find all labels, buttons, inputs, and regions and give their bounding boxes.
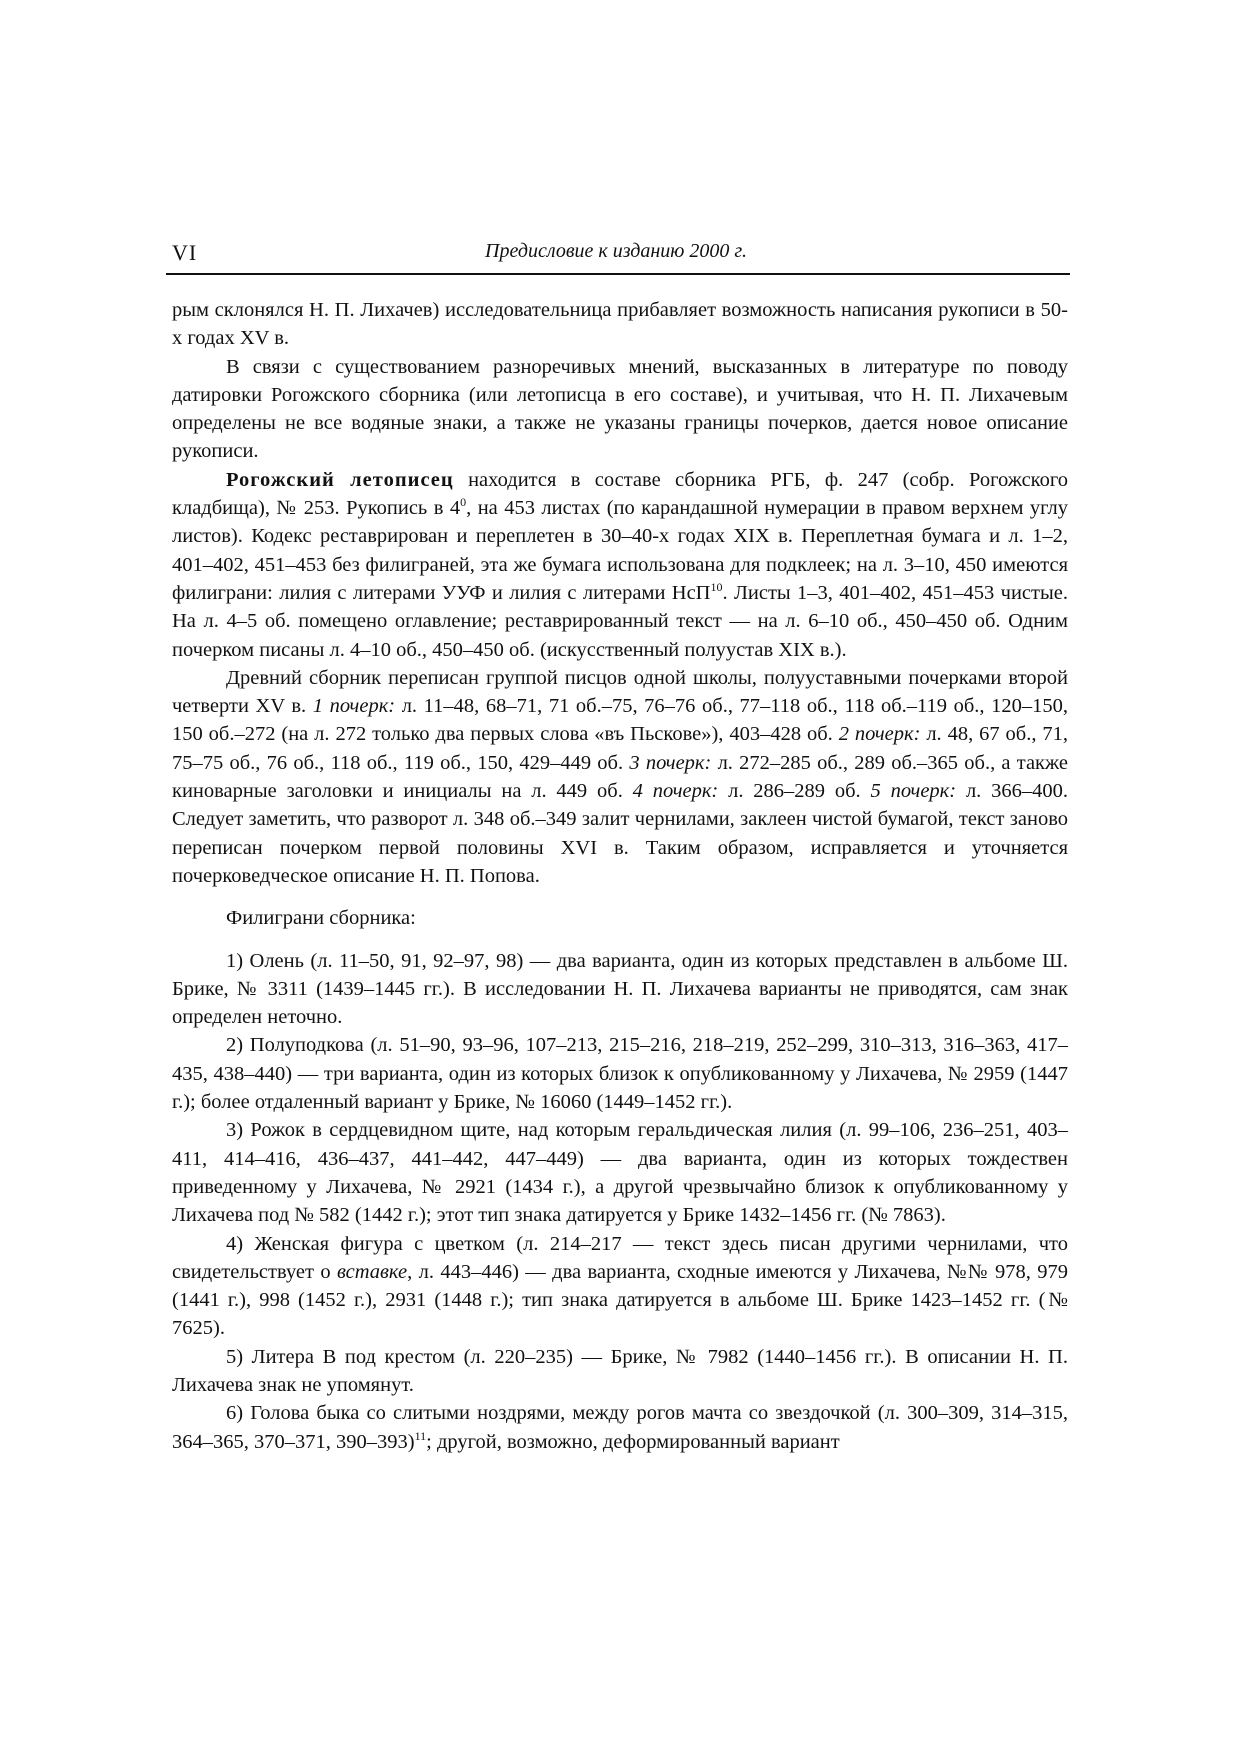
body-text bbox=[172, 296, 1068, 1456]
paragraph-manuscript-description bbox=[172, 466, 1068, 664]
hand-label: 4 почерк: bbox=[632, 780, 719, 803]
hand-label: 3 почерк: bbox=[629, 751, 712, 774]
page-number: VI bbox=[172, 240, 198, 265]
hand-label: 2 почерк: bbox=[838, 723, 921, 746]
list-item-watermark-1: 1) Олень (л. 11–50, 91, 92–97, 98) — два варианта, один из которых представлен в альбоме Ш. Брике, № 3311 (1439–1445 гг.). В исследовании Н. П. Лихачева варианты не приводятся, сам знак определен неточно. bbox=[172, 949, 1068, 1029]
list-item-watermark-3: 3) Рожок в сердцевидном щите, над которым геральдическая лилия (л. 99–106, 236–251, 403–411, 414–416, 436–437, 441–442, 447–449) — два варианта, один из которых тождествен приведенному у Лихачева, № 2921 (1434 г.), а другой чрезвычайно близок к опубликованному у Лихачева под № 582 (1442 г.); этот тип знака датируется у Брике 1432–1456 гг. (№ 7863). bbox=[172, 1119, 1068, 1227]
hand-label: 5 почерк: bbox=[870, 780, 957, 803]
list-item-watermark-2: 2) Полуподкова (л. 51–90, 93–96, 107–213, 215–216, 218–219, 252–299, 310–313, 316–363, 417–435, 438–440) — три варианта, один из которых близок к опубликованному у Лихачева, № 2959 (1447 г.); более отдаленный вариант у Брике, № 16060 (1449–1452 гг.). bbox=[172, 1034, 1068, 1114]
watermarks-heading: Филиграни сборника: bbox=[226, 907, 416, 930]
text-run: ; другой, возможно, деформированный вариант bbox=[426, 1430, 840, 1453]
text-run: л. 48, 67 об., 71, 75–75 об., 76 об., 118 об., 119 об., 150, 429–449 об. bbox=[172, 723, 1068, 774]
text-run: 4) Женская фигура с цветком (л. 214–217 — текст здесь писан другими чернилами, что свидетельствует о bbox=[172, 1232, 1068, 1283]
footnote-ref: 10 bbox=[710, 580, 723, 595]
text-run: л. 366–400. Следует заметить, что разворот л. 348 об.–349 залит чернилами, заклеен чистой бумагой, текст заново переписан почерком первой половины XVI в. Таким образом, исправляется и уточняется почерковедческое описание Н. П. Попова. bbox=[172, 780, 1069, 887]
text-run: л. 286–289 об. bbox=[718, 780, 871, 803]
text-run: Древний сборник переписан группой писцов одной школы, полууставными почерками второй четверти XV в. bbox=[172, 666, 1068, 718]
header-rule bbox=[166, 273, 1070, 275]
running-title: Предисловие к изданию 2000 г. bbox=[485, 240, 747, 262]
bold-lead-term: Рогожский летописец bbox=[226, 468, 454, 491]
text-run: , на 453 листах (по карандашной нумерации в правом верхнем углу листов). Кодекс реставрирован и переплетен в 30–40-х годах XIX в. Переплетная бумага и л. 1–2, 401–402, 451–453 без филиграней, эта же бумага использована для подклеек; на л. 3–10, 450 имеются филиграни: лилия с литерами УУФ и лилия с литерами НсП bbox=[172, 497, 1069, 604]
text-run: находится в составе сборника РГБ, ф. 247 (собр. Рогожского кладбища), № 253. Рукопись в 4 bbox=[172, 468, 1068, 520]
text-run: 6) Голова быка со слитыми ноздрями, между рогов мачта со звездочкой (л. 300–309, 314–315, 364–365, 370–371, 390–393) bbox=[172, 1402, 1068, 1453]
page-header bbox=[166, 236, 1066, 272]
list-item-watermark-4 bbox=[172, 1230, 1068, 1343]
superscript: 0 bbox=[460, 495, 467, 510]
italic-term: вставке bbox=[336, 1260, 408, 1283]
paragraph-handwriting bbox=[172, 664, 1068, 890]
text-run: л. 11–48, 68–71, 71 об.–75, 76–76 об., 77–118 об., 118 об.–119 об., 120–150, 150 об.–272 (на л. 272 только два первых слова «въ Пьскове»), 403–428 об. bbox=[172, 695, 1068, 746]
hand-label: 1 почерк: bbox=[312, 695, 396, 718]
text-run: . Листы 1–3, 401–402, 451–453 чистые. На л. 4–5 об. помещено оглавление; реставрированный текст — на л. 6–10 об., 450–450 об. Одним почерком писаны л. 4–10 об., 450–450 об. (искусственный полуустав XIX в.). bbox=[172, 581, 1068, 661]
text-run: , л. 443–446) — два варианта, сходные имеются у Лихачева, №№ 978, 979 (1441 г.), 998 (1452 г.), 2931 (1448 г.); тип знака датируется в альбоме Ш. Брике 1423–1452 гг. (№ 7625). bbox=[172, 1260, 1068, 1340]
text-run: л. 272–285 об., 289 об.–365 об., а также киноварные заголовки и инициалы на л. 449 об. bbox=[172, 751, 1069, 803]
paragraph-continuation: рым склонялся Н. П. Лихачев) исследовательница прибавляет возможность написания рукописи в 50-х годах XV в. bbox=[172, 299, 1068, 350]
footnote-ref: 11 bbox=[414, 1428, 427, 1443]
list-item-watermark-5: 5) Литера В под крестом (л. 220–235) — Брике, № 7982 (1440–1456 гг.). В описании Н. П. Лихачева знак не упомянут. bbox=[172, 1345, 1068, 1396]
paragraph-dating: В связи с существованием разноречивых мнений, высказанных в литературе по поводу датировки Рогожского сборника (или летописца в его составе), и учитывая, что Н. П. Лихачевым определены не все водяные знаки, а также не указаны границы почерков, дается новое описание рукописи. bbox=[172, 355, 1068, 463]
list-item-watermark-6 bbox=[172, 1399, 1068, 1456]
